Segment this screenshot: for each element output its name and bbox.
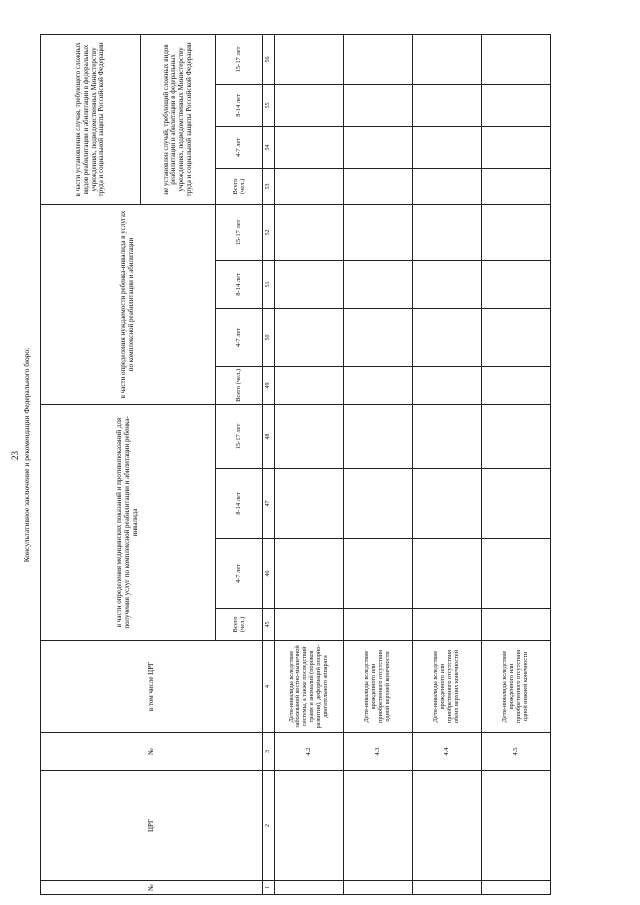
row-code: 4.3 (344, 733, 413, 771)
sub-age-4-7: 4-7 лет (216, 308, 263, 366)
cell-empty (344, 126, 413, 168)
header-row-main (41, 34, 216, 894)
row-code: 4.5 (482, 733, 551, 771)
page-number: 23 (10, 451, 20, 460)
cell-empty (413, 469, 482, 539)
sub-age-15-17: 15-17 лет (216, 404, 263, 468)
cell-empty (344, 260, 413, 308)
header-group-complex-rehab-lower: не установлен случай, требующий сложных видов реабилитации и абилитации в федеральных учреждениях, подведомственных Министерству труда и социальной защиты Российской Федерации (161, 42, 193, 197)
report-table (40, 34, 551, 895)
column-number-row (263, 34, 275, 894)
cell-empty (482, 126, 551, 168)
header-incl-irg: в том числе ЦРГ (41, 641, 263, 733)
col-number: 45 (263, 609, 275, 641)
cell-empty (275, 469, 344, 539)
sub-age-8-14: 8-14 лет (216, 260, 263, 308)
cell-empty (275, 366, 344, 404)
sub-age-4-7: 4-7 лет (216, 539, 263, 609)
header-group-need-services: в части определения нуждаемости ребенка-инвалида в услугах по комплексной реабилитации и абилитации (41, 204, 216, 404)
cell-empty (482, 539, 551, 609)
cell-empty (344, 881, 413, 895)
sub-age-4-7: 4-7 лет (216, 126, 263, 168)
cell-empty (275, 204, 344, 260)
col-number: 3 (263, 733, 275, 771)
cell-empty (344, 469, 413, 539)
cell-empty (275, 404, 344, 468)
col-number: 49 (263, 366, 275, 404)
cell-empty (344, 366, 413, 404)
cell-empty (275, 34, 344, 84)
cell-empty (482, 366, 551, 404)
col-number: 47 (263, 469, 275, 539)
cell-empty (344, 609, 413, 641)
cell-empty (413, 84, 482, 126)
table-row (275, 34, 344, 894)
header-group-complex-rehab-upper: в части установления случая, требующего сложных видов реабилитации и абилитации в федеральных учреждениях, подведомственных Министерству труда и социальной защиты Российской Федерации (41, 35, 141, 204)
cell-empty (275, 881, 344, 895)
col-number: 48 (263, 404, 275, 468)
cell-empty (413, 881, 482, 895)
cell-empty (413, 366, 482, 404)
cell-empty (482, 168, 551, 204)
col-number: 50 (263, 308, 275, 366)
cell-empty (344, 404, 413, 468)
row-category: Дети-инвалиды вследствие заболеваний костно-мышечной системы, а также последствий травм и аномалий (пороков развития), деформаций опорно-двигательного аппарата (275, 641, 344, 733)
col-number: 1 (263, 881, 275, 895)
sub-age-15-17: 15-17 лет (216, 204, 263, 260)
sub-total: Всего (чел.) (216, 366, 263, 404)
cell-empty (275, 308, 344, 366)
table-row (344, 34, 413, 894)
sub-age-8-14: 8-14 лет (216, 469, 263, 539)
cell-empty (482, 34, 551, 84)
row-category: Дети-инвалиды вследствие врожденного или приобретенного отсутствия обеих верхних конечностей (413, 641, 482, 733)
col-number: 52 (263, 204, 275, 260)
cell-empty (413, 126, 482, 168)
cell-empty (413, 404, 482, 468)
cell-empty (344, 168, 413, 204)
table-caption: Консультативное заключение и рекомендации Федерального бюро: (22, 347, 31, 563)
cell-empty (413, 204, 482, 260)
col-number: 46 (263, 539, 275, 609)
cell-empty (413, 539, 482, 609)
cell-empty (413, 260, 482, 308)
cell-empty (275, 609, 344, 641)
col-number: 2 (263, 771, 275, 881)
cell-empty (275, 771, 344, 881)
col-number: 55 (263, 84, 275, 126)
cell-empty (344, 34, 413, 84)
cell-empty (413, 771, 482, 881)
col-number: 4 (263, 641, 275, 733)
cell-empty (275, 260, 344, 308)
cell-empty (413, 308, 482, 366)
cell-empty (482, 84, 551, 126)
cell-empty (482, 881, 551, 895)
header-group-med-indications: в части определения медицинских показаний и противопоказаний для получения услуг по комплексной реабилитации и абилитации ребенка-инвалида (41, 404, 216, 640)
cell-empty (344, 771, 413, 881)
sub-total: Всего (чел.) (216, 609, 263, 641)
cell-empty (344, 84, 413, 126)
col-number: 53 (263, 168, 275, 204)
sub-total: Всего (чел.) (216, 168, 263, 204)
header-irg: ЦРГ (41, 771, 263, 881)
row-category: Дети-инвалиды вследствие врожденного или приобретенного отсутствия одной верхней конечности (344, 641, 413, 733)
col-number: 54 (263, 126, 275, 168)
header-group-complex-rehab (41, 34, 216, 204)
cell-empty (413, 34, 482, 84)
cell-empty (275, 168, 344, 204)
row-category: Дети-инвалиды вследствие врожденного или приобретенного отсутствия одной нижней конечности (482, 641, 551, 733)
sub-age-8-14: 8-14 лет (216, 84, 263, 126)
cell-empty (482, 469, 551, 539)
cell-empty (482, 609, 551, 641)
cell-empty (275, 126, 344, 168)
table-row (413, 34, 482, 894)
cell-empty (344, 204, 413, 260)
cell-empty (344, 539, 413, 609)
header-num-sub: № (41, 733, 263, 771)
cell-empty (482, 204, 551, 260)
header-num: № (41, 881, 263, 895)
col-number: 51 (263, 260, 275, 308)
row-code: 4.4 (413, 733, 482, 771)
cell-empty (275, 539, 344, 609)
cell-empty (482, 260, 551, 308)
cell-empty (413, 609, 482, 641)
table-row (482, 34, 551, 894)
cell-empty (275, 84, 344, 126)
cell-empty (413, 168, 482, 204)
row-code: 4.2 (275, 733, 344, 771)
col-number: 56 (263, 34, 275, 84)
cell-empty (482, 771, 551, 881)
cell-empty (482, 308, 551, 366)
cell-empty (482, 404, 551, 468)
cell-empty (344, 308, 413, 366)
sub-age-15-17: 15-17 лет (216, 34, 263, 84)
